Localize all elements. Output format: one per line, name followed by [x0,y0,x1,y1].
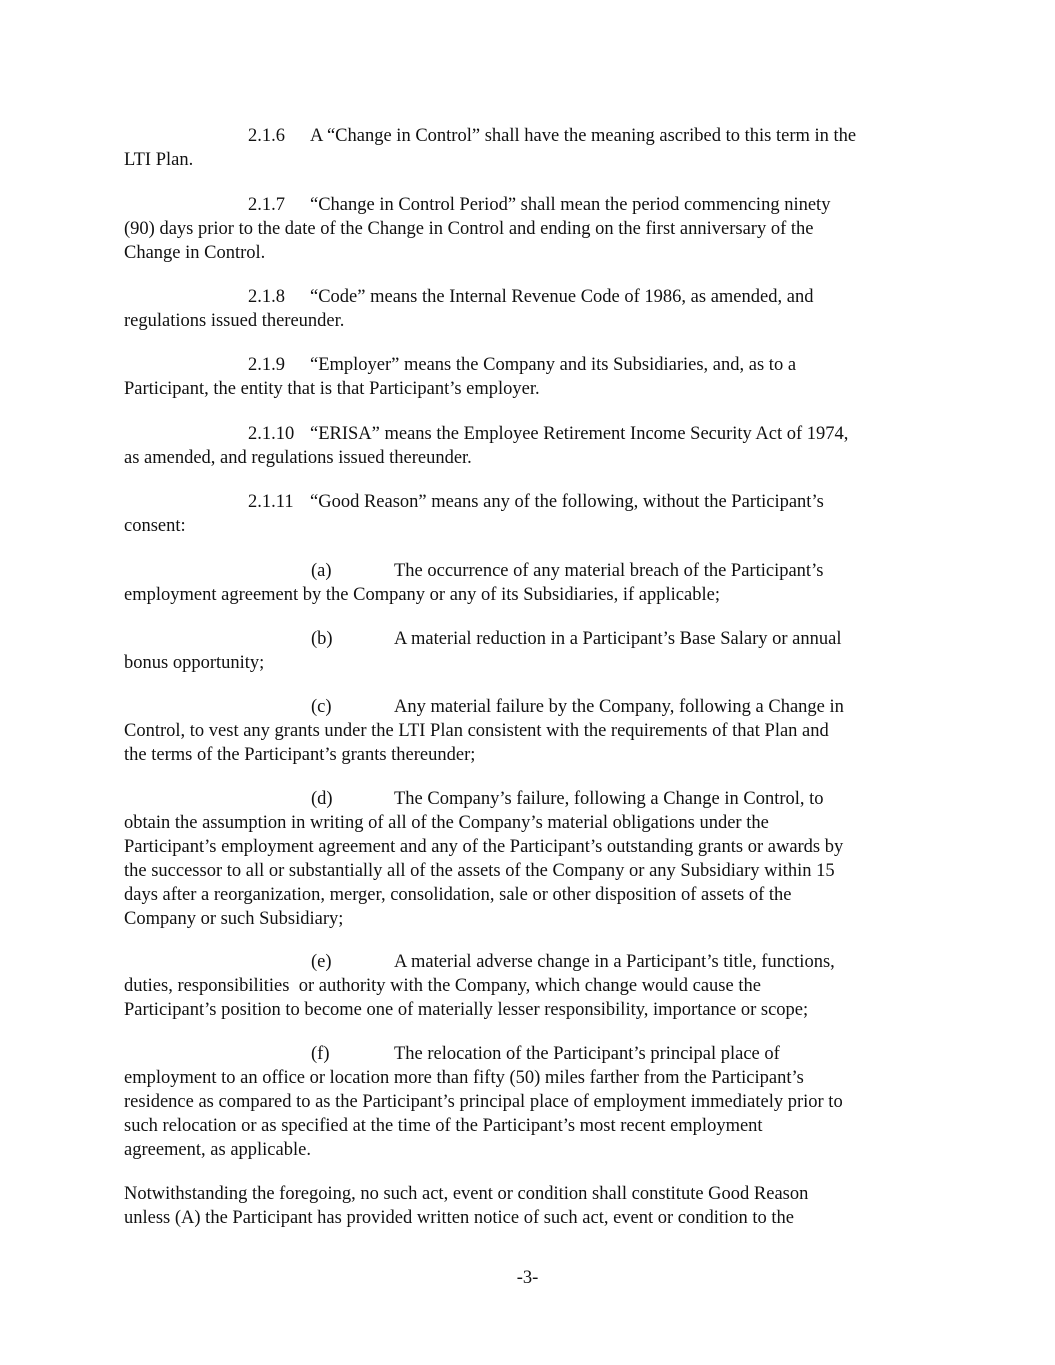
definition-first-line [124,124,944,148]
clause-text: obtain the assumption in writing of all of the Company’s material obligations under the [124,813,769,833]
definition-first-line [124,193,944,217]
clause-number: (c) [311,697,332,717]
clause-text: A material reduction in a Participant’s Base Salary or annual [394,629,842,649]
clause-b [124,627,944,675]
clause-text: days after a reorganization, merger, consolidation, sale or other disposition of assets of the [124,885,792,905]
definition-text: “Code” means the Internal Revenue Code of 1986, as amended, and [310,287,814,307]
definition-first-line [124,422,944,446]
definition-first-line [124,490,944,514]
definition-2-1-7 [124,193,944,265]
closing-paragraph [124,1182,944,1230]
definition-text: as amended, and regulations issued thereunder. [124,448,472,468]
clause-text: Participant’s employment agreement and any of the Participant’s outstanding grants or awards by [124,837,844,857]
definition-2-1-6 [124,124,944,172]
clause-f [124,1042,944,1162]
definition-number: 2.1.7 [248,195,285,215]
clause-text: employment agreement by the Company or any of its Subsidiaries, if applicable; [124,585,720,605]
clause-text: employment to an office or location more than fifty (50) miles farther from the Participant’s [124,1068,804,1088]
clause-text: The occurrence of any material breach of the Participant’s [394,561,824,581]
clause-number: (a) [311,561,332,581]
definition-number: 2.1.11 [248,492,294,512]
clause-first-line [124,627,944,651]
clause-text: the terms of the Participant’s grants thereunder; [124,745,476,765]
clause-d [124,787,944,931]
definition-text: LTI Plan. [124,150,194,170]
definition-text: “ERISA” means the Employee Retirement Income Security Act of 1974, [310,424,849,444]
clause-text: A material adverse change in a Participant’s title, functions, [394,952,835,972]
clause-text: duties, responsibilities or authority with the Company, which change would cause the [124,976,761,996]
definition-number: 2.1.8 [248,287,285,307]
definition-number: 2.1.9 [248,355,285,375]
clause-first-line [124,950,944,974]
definition-text: regulations issued thereunder. [124,311,345,331]
definition-text: “Good Reason” means any of the following, without the Participant’s [310,492,824,512]
definition-number: 2.1.6 [248,126,285,146]
clause-first-line [124,559,944,583]
clause-number: (b) [311,629,333,649]
definition-number: 2.1.10 [248,424,295,444]
clause-first-line [124,1042,944,1066]
definition-text: Change in Control. [124,243,266,263]
clause-a [124,559,944,607]
definition-first-line [124,353,944,377]
definition-text: “Employer” means the Company and its Subsidiaries, and, as to a [310,355,797,375]
closing-text: Notwithstanding the foregoing, no such act, event or condition shall constitute Good Reason [124,1184,809,1204]
clause-text: The Company’s failure, following a Change in Control, to [394,789,824,809]
clause-text: Control, to vest any grants under the LTI Plan consistent with the requirements of that Plan and [124,721,829,741]
closing-text: unless (A) the Participant has provided written notice of such act, event or condition to the [124,1208,794,1228]
definition-text: “Change in Control Period” shall mean the period commencing ninety [310,195,831,215]
clause-number: (d) [311,789,333,809]
clause-text: Any material failure by the Company, following a Change in [394,697,844,717]
definition-text: (90) days prior to the date of the Change in Control and ending on the first anniversary of the [124,219,814,239]
definition-text: A “Change in Control” shall have the meaning ascribed to this term in the [310,126,857,146]
clause-number: (e) [311,952,332,972]
definition-2-1-11 [124,490,944,538]
clause-text: such relocation or as specified at the time of the Participant’s most recent employment [124,1116,763,1136]
clause-text: The relocation of the Participant’s principal place of [394,1044,780,1064]
clause-text: Company or such Subsidiary; [124,909,344,929]
definition-first-line [124,285,944,309]
clause-e [124,950,944,1022]
clause-text: Participant’s position to become one of materially lesser responsibility, importance or scope; [124,1000,809,1020]
clause-first-line [124,787,944,811]
clause-text: residence as compared to as the Participant’s principal place of employment immediately prior to [124,1092,843,1112]
definition-2-1-9 [124,353,944,401]
definition-text: consent: [124,516,186,536]
clause-first-line [124,695,944,719]
definition-2-1-8 [124,285,944,333]
clause-text: bonus opportunity; [124,653,265,673]
definition-2-1-10 [124,422,944,470]
clause-text: agreement, as applicable. [124,1140,311,1160]
definition-text: Participant, the entity that is that Participant’s employer. [124,379,540,399]
clause-text: the successor to all or substantially all of the assets of the Company or any Subsidiary within 15 [124,861,835,881]
clause-c [124,695,944,767]
page-number: -3- [516,1268,539,1288]
clause-number: (f) [311,1044,330,1064]
